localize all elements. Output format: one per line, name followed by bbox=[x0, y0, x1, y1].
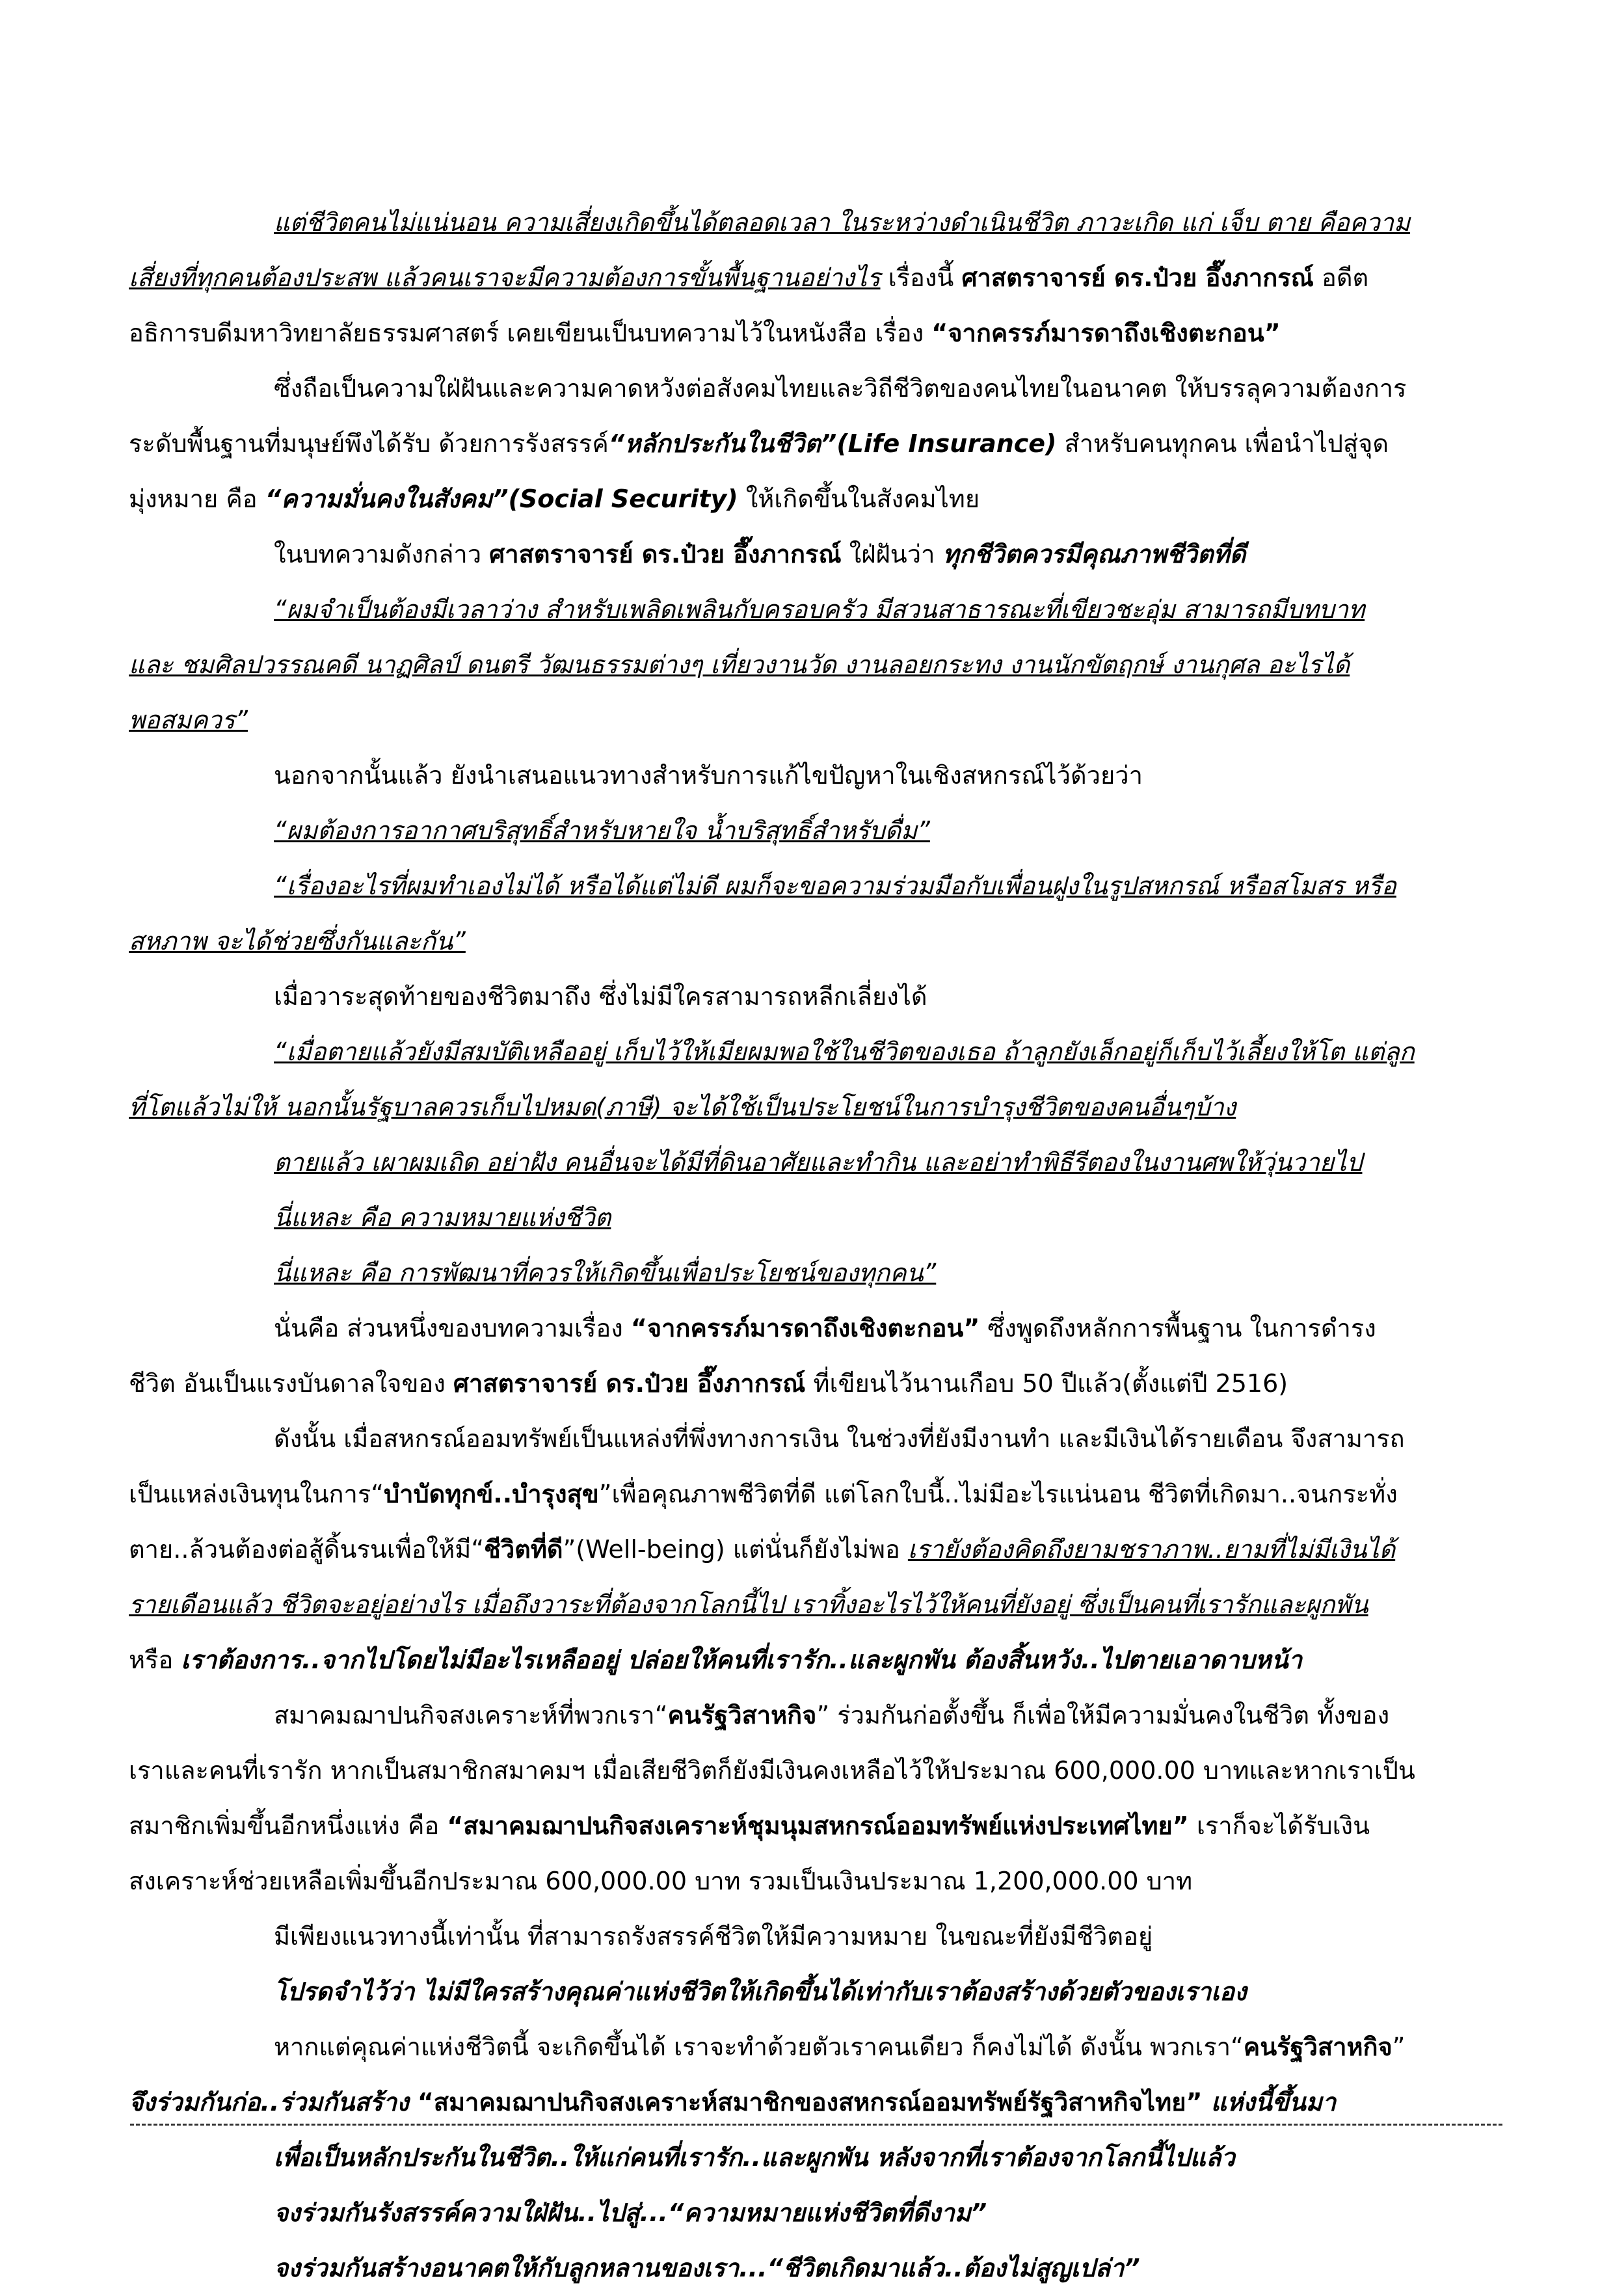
quote-line bbox=[129, 1190, 1495, 1246]
text-run: “เมื่อตายแล้วยังมีสมบัติเหลืออยู่ เก็บไว้ให้เมียผมพอใช้ในชีวิตของเธอ ถ้าลูกยังเล็กอยู่ก็เก็บไว้เลี้ยงให้โต แต่ลูก bbox=[274, 1037, 1415, 1066]
text-run: “ผมจำเป็นต้องมีเวลาว่าง สำหรับเพลิดเพลินกับครอบครัว มีสวนสาธารณะที่เขียวชะอุ่ม สามารถมีบทบาท bbox=[274, 595, 1365, 624]
paragraph-line bbox=[129, 250, 1495, 306]
text-run: โปรดจำไว้ว่า ไม่มีใครสร้างคุณค่าแห่งชีวิตให้เกิดขึ้นได้เท่ากับเราต้องสร้างด้วยตัวของเราเอง bbox=[274, 1977, 1247, 2006]
quote-line bbox=[129, 803, 1495, 859]
author-name: ศาสตราจารย์ ดร.ป๋วย อึ๊งภากรณ์ bbox=[489, 540, 842, 568]
paragraph-line bbox=[129, 1633, 1495, 1688]
text-run: นั่นคือ ส่วนหนึ่งของบทความเรื่อง bbox=[274, 1314, 631, 1342]
author-name: ศาสตราจารย์ ดร.ป๋วย อึ๊งภากรณ์ bbox=[961, 263, 1314, 292]
text-run: ”(Well-being) แต่นั่นก็ยังไม่พอ bbox=[563, 1535, 908, 1564]
text-run: เป็นแหล่งเงินทุนในการ“ bbox=[129, 1480, 384, 1508]
text-run: เมื่อวาระสุดท้ายของชีวิตมาถึง ซึ่งไม่มีใครสามารถหลีกเลี่ยงได้ bbox=[274, 982, 927, 1011]
text-run: จงร่วมกันสร้างอนาคตให้กับลูกหลานของเรา... bbox=[274, 2254, 767, 2282]
text-run: จึงร่วมกันก่อ..ร่วมกันสร้าง bbox=[129, 2088, 418, 2116]
text-run: ตาย..ล้วนต้องต่อสู้ดิ้นรนเพื่อให้มี“ bbox=[129, 1535, 485, 1564]
text-run: “เรื่องอะไรที่ผมทำเองไม่ได้ หรือได้แต่ไม่ดี ผมก็จะขอความร่วมมือกับเพื่อนฝูงในรูปสหกรณ์ หรือสโมสร หรือ bbox=[274, 872, 1396, 900]
paragraph-line bbox=[129, 2020, 1495, 2075]
text-run: แห่งนี้ขึ้นมา bbox=[1202, 2088, 1337, 2116]
quote-line bbox=[129, 1246, 1495, 1301]
text-run: บำบัดทุกข์..บำรุงสุข bbox=[384, 1480, 599, 1508]
text-run: สำหรับคนทุกคน เพื่อนำไปสู่จุด bbox=[1056, 429, 1389, 458]
quote-line bbox=[129, 582, 1495, 637]
text-run: ซึ่งถือเป็นความใฝ่ฝันและความคาดหวังต่อสังคมไทยและวิถีชีวิตของคนไทยในอนาคต ให้บรรลุความต้องการ bbox=[274, 374, 1407, 403]
paragraph-line bbox=[129, 1577, 1495, 1633]
paragraph-line bbox=[129, 748, 1495, 803]
paragraph-line bbox=[129, 2241, 1495, 2296]
paragraph-line bbox=[129, 306, 1495, 361]
paragraph-line bbox=[129, 1522, 1495, 1577]
text-run: พอสมควร” bbox=[129, 706, 248, 734]
text-run: ชีวิตที่ดี bbox=[484, 1535, 563, 1564]
text-run: “ความหมายแห่งชีวิตที่ดีงาม” bbox=[667, 2198, 987, 2227]
association-name: “สมาคมฌาปนกิจสงเคราะห์ชุมนุมสหกรณ์ออมทรัพย์แห่งประเทศไทย” bbox=[447, 1811, 1189, 1840]
text-run: “ผมต้องการอากาศบริสุทธิ์สำหรับหายใจ น้ำบริสุทธิ์สำหรับดื่ม” bbox=[274, 816, 930, 845]
text-run: นี่แหละ คือ ความหมายแห่งชีวิต bbox=[274, 1203, 611, 1232]
text-run: หากแต่คุณค่าแห่งชีวิตนี้ จะเกิดขึ้นได้ เราจะทำด้วยตัวเราคนเดียว ก็คงไม่ได้ ดังนั้น พวกเรา“ bbox=[274, 2033, 1244, 2061]
paragraph-line bbox=[129, 472, 1495, 527]
paragraph-line bbox=[129, 969, 1495, 1024]
text-run: จงร่วมกันรังสรรค์ความใฝ่ฝัน..ไปสู่... bbox=[274, 2198, 668, 2227]
text-run: คนรัฐวิสาหกิจ bbox=[667, 1701, 817, 1729]
text-run: ซึ่งพูดถึงหลักการพื้นฐาน ในการดำรง bbox=[980, 1314, 1376, 1342]
quote-line bbox=[129, 693, 1495, 748]
document-body bbox=[129, 195, 1495, 2296]
text-run: และ ชมศิลปวรรณคดี นาฏศิลป์ ดนตรี วัฒนธรรมต่างๆ เที่ยวงานวัด งานลอยกระทง งานนักขัตฤกษ์ งานกุศล อะไรได้ bbox=[129, 650, 1350, 679]
paragraph-line bbox=[129, 1411, 1495, 1467]
text-run: เพื่อเป็นหลักประกันในชีวิต..ให้แก่คนที่เรารัก..และผูกพัน หลังจากที่เราต้องจากโลกนี้ไปแล้ว bbox=[274, 2143, 1235, 2172]
quote-line bbox=[129, 637, 1495, 693]
text-run: ”เพื่อคุณภาพชีวิตที่ดี แต่โลกใบนี้..ไม่มีอะไรแน่นอน ชีวิตที่เกิดมา..จนกระทั่ง bbox=[598, 1480, 1398, 1508]
quote-line bbox=[129, 1080, 1495, 1135]
text-run: มีเพียงแนวทางนี้เท่านั้น ที่สามารถรังสรรค์ชีวิตให้มีความหมาย ในขณะที่ยังมีชีวิตอยู่ bbox=[274, 1922, 1153, 1951]
paragraph-line bbox=[129, 1854, 1495, 1909]
paragraph-line bbox=[129, 195, 1495, 250]
text-run: เสี่ยงที่ทุกคนต้องประสพ แล้วคนเราจะมีความต้องการขั้นพื้นฐานอย่างไร bbox=[129, 263, 881, 292]
text-run: สมาคมฌาปนกิจสงเคราะห์ที่พวกเรา“ bbox=[274, 1701, 668, 1729]
paragraph-line bbox=[129, 1964, 1495, 2020]
text-run: ทุกชีวิตควรมีคุณภาพชีวิตที่ดี bbox=[942, 540, 1246, 568]
text-run: สงเคราะห์ช่วยเหลือเพิ่มขึ้นอีกประมาณ 600,000.00 บาท รวมเป็นเงินประมาณ 1,200,000.00 บาท bbox=[129, 1867, 1193, 1895]
text-run: “หลักประกันในชีวิต”(Life Insurance) bbox=[608, 429, 1057, 458]
quote-line bbox=[129, 859, 1495, 914]
paragraph-line bbox=[129, 1467, 1495, 1522]
paragraph-line bbox=[129, 2130, 1495, 2185]
text-run: ตายแล้ว เผาผมเถิด อย่าฝัง คนอื่นจะได้มีที่ดินอาศัยและทำกิน และอย่าทำพิธีรีตองในงานศพให้วุ่นวายไป bbox=[274, 1148, 1363, 1177]
text-run: อธิการบดีมหาวิทยาลัยธรรมศาสตร์ เคยเขียนเป็นบทความไว้ในหนังสือ เรื่อง bbox=[129, 319, 932, 347]
text-run: “ชีวิตเกิดมาแล้ว..ต้องไม่สูญเปล่า” bbox=[767, 2254, 1140, 2282]
text-run: ใฝ่ฝันว่า bbox=[841, 540, 943, 568]
text-run: ระดับพื้นฐานที่มนุษย์พึงได้รับ ด้วยการรังสรรค์ bbox=[129, 429, 609, 458]
paragraph-line bbox=[129, 2185, 1495, 2241]
text-run: ” ร่วมกันก่อตั้งขึ้น ก็เพื่อให้มีความมั่นคงในชีวิต ทั้งของ bbox=[816, 1701, 1390, 1729]
paragraph-line bbox=[129, 1909, 1495, 1964]
paragraph-line bbox=[129, 2075, 1495, 2130]
text-run: รายเดือนแล้ว ชีวิตจะอยู่อย่างไร เมื่อถึงวาระที่ต้องจากโลกนี้ไป เราทิ้งอะไรไว้ให้คนที่ยังอยู่ ซึ่งเป็นคนที่เรารักและผูกพัน bbox=[129, 1590, 1368, 1619]
text-run: หรือ bbox=[129, 1646, 181, 1674]
paragraph-line bbox=[129, 527, 1495, 582]
text-run: ที่โตแล้วไม่ให้ นอกนั้นรัฐบาลควรเก็บไปหมด(ภาษี) จะได้ใช้เป็นประโยชน์ในการบำรุงชีวิตของคนอื่นๆบ้าง bbox=[129, 1093, 1236, 1121]
text-run: สหภาพ จะได้ช่วยซึ่งกันและกัน” bbox=[129, 927, 466, 955]
text-run: ดังนั้น เมื่อสหกรณ์ออมทรัพย์เป็นแหล่งที่พึ่งทางการเงิน ในช่วงที่ยังมีงานทำ และมีเงินได้รายเดือน จึงสามารถ bbox=[274, 1424, 1405, 1453]
text-run: “ความมั่นคงในสังคม”(Social Security) bbox=[265, 485, 738, 513]
text-run: เรายังต้องคิดถึงยามชราภาพ..ยามที่ไม่มีเงินได้ bbox=[907, 1535, 1396, 1564]
quote-line bbox=[129, 1135, 1495, 1190]
text-run: คนรัฐวิสาหกิจ bbox=[1243, 2033, 1393, 2061]
dashed-divider bbox=[130, 2124, 1502, 2126]
text-run: แต่ชีวิตคนไม่แน่นอน ความเสี่ยงเกิดขึ้นได้ตลอดเวลา ในระหว่างดำเนินชีวิต ภาวะเกิด แก่ เจ็บ ตาย คือความ bbox=[274, 208, 1411, 237]
text-run: ชีวิต อันเป็นแรงบันดาลใจของ bbox=[129, 1369, 453, 1398]
text-run: ในบทความดังกล่าว bbox=[274, 540, 490, 568]
paragraph-line bbox=[129, 361, 1495, 416]
paragraph-line bbox=[129, 1301, 1495, 1356]
paragraph-line bbox=[129, 416, 1495, 472]
quote-line bbox=[129, 914, 1495, 969]
text-run: สมาชิกเพิ่มขึ้นอีกหนึ่งแห่ง คือ bbox=[129, 1811, 447, 1840]
author-name: ศาสตราจารย์ ดร.ป๋วย อึ๊งภากรณ์ bbox=[453, 1369, 806, 1398]
paragraph-line bbox=[129, 1743, 1495, 1798]
text-run: เราก็จะได้รับเงิน bbox=[1188, 1811, 1370, 1840]
text-run: ที่เขียนไว้นานเกือบ 50 ปีแล้ว(ตั้งแต่ปี 2516) bbox=[805, 1369, 1288, 1398]
text-run: ให้เกิดขึ้นในสังคมไทย bbox=[738, 485, 980, 513]
article-title: “จากครรภ์มารดาถึงเชิงตะกอน” bbox=[931, 319, 1281, 347]
text-run: นอกจากนั้นแล้ว ยังนำเสนอแนวทางสำหรับการแก้ไขปัญหาในเชิงสหกรณ์ไว้ด้วยว่า bbox=[274, 761, 1143, 790]
text-run: เรื่องนี้ bbox=[880, 263, 962, 292]
article-title: “จากครรภ์มารดาถึงเชิงตะกอน” bbox=[630, 1314, 980, 1342]
text-run: ” bbox=[1392, 2033, 1406, 2061]
paragraph-line bbox=[129, 1688, 1495, 1743]
text-run: นี่แหละ คือ การพัฒนาที่ควรให้เกิดขึ้นเพื่อประโยชน์ของทุกคน” bbox=[274, 1259, 937, 1287]
text-run: เราและคนที่เรารัก หากเป็นสมาชิกสมาคมฯ เมื่อเสียชีวิตก็ยังมีเงินคงเหลือไว้ให้ประมาณ 600,000.00 บาทและหากเราเป็น bbox=[129, 1756, 1415, 1785]
paragraph-line bbox=[129, 1356, 1495, 1411]
text-run: อดีต bbox=[1313, 263, 1369, 292]
text-run: เราต้องการ..จากไปโดยไม่มีอะไรเหลืออยู่ ปล่อยให้คนที่เรารัก..และผูกพัน ต้องสิ้นหวัง..ไปตายเอาดาบหน้า bbox=[181, 1646, 1302, 1674]
quote-line bbox=[129, 1024, 1495, 1080]
text-run: มุ่งหมาย คือ bbox=[129, 485, 265, 513]
paragraph-line bbox=[129, 1798, 1495, 1854]
association-name: “สมาคมฌาปนกิจสงเคราะห์สมาชิกของสหกรณ์ออมทรัพย์รัฐวิสาหกิจไทย” bbox=[417, 2088, 1203, 2116]
